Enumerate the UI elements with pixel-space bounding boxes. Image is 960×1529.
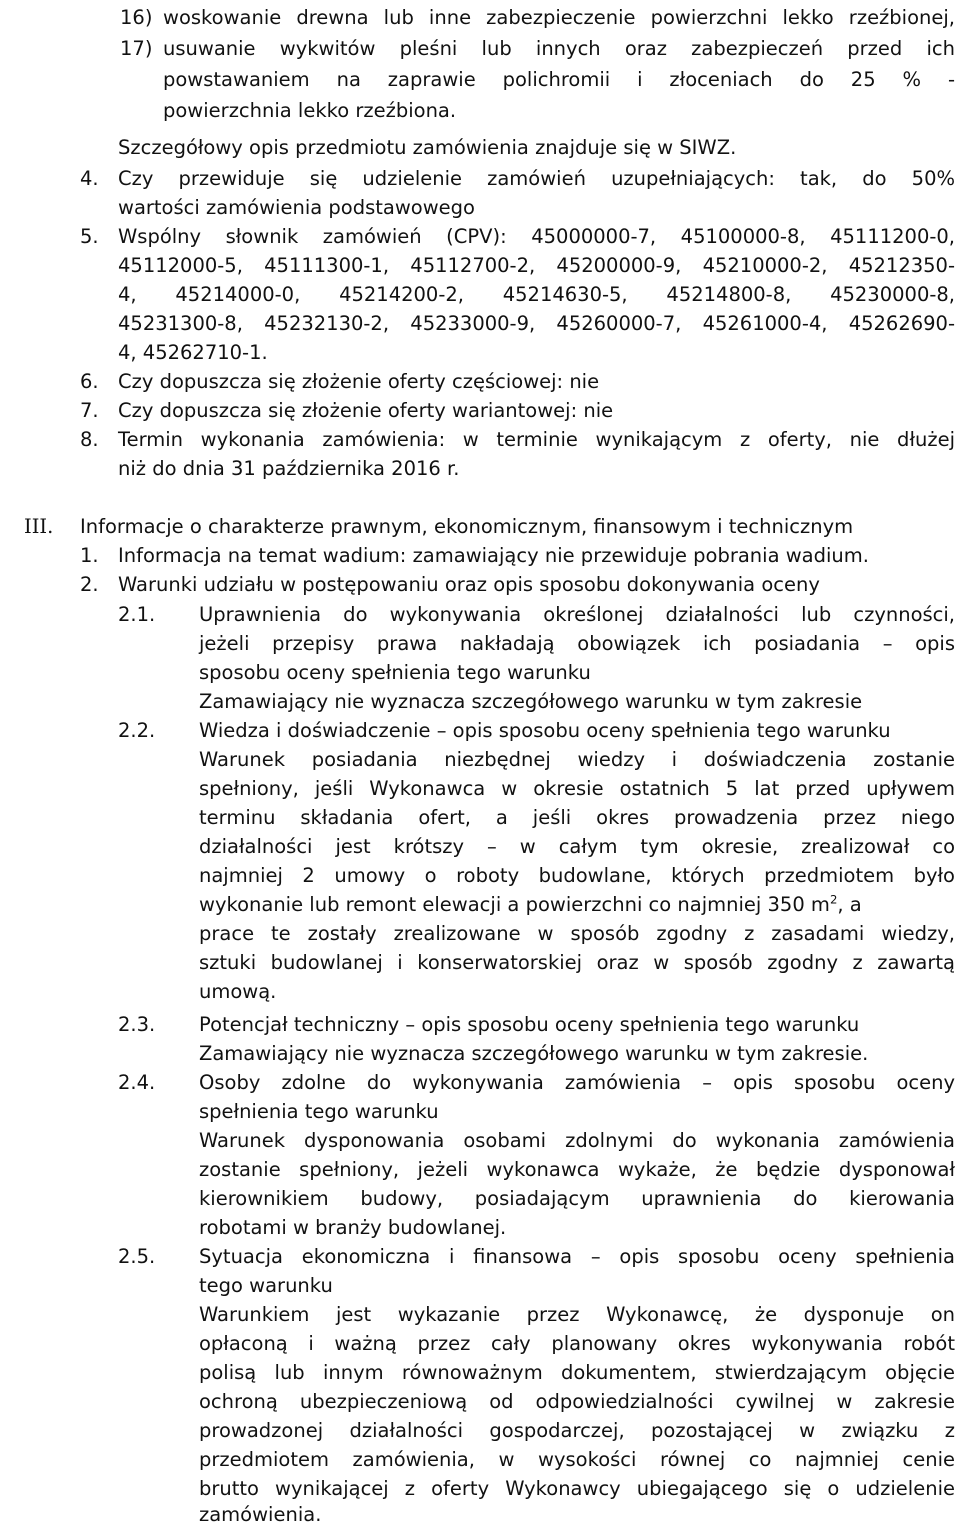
list-number: 16)	[120, 6, 153, 29]
subsection-text: sztuki budowlanej i konserwatorskiej oraz w sposób zgodny z zawartą	[199, 951, 955, 974]
cpv-codes: 45231300-8, 45232130-2, 45233000-9, 45260000-7, 45261000-4, 45262690-	[118, 312, 955, 335]
subsection-number: 2.4.	[118, 1071, 156, 1094]
subsection-text: opłaconą i ważną przez cały planowany okres wykonywania robót	[199, 1332, 955, 1355]
subsection-text: Osoby zdolne do wykonywania zamówienia – opis sposobu oceny	[199, 1071, 955, 1094]
list-item-text: powstawaniem na zaprawie polichromii i złoceniach do 25 % -	[163, 68, 955, 91]
subsection-text: Zamawiający nie wyznacza szczegółowego warunku w tym zakresie.	[199, 1042, 869, 1065]
list-number: 2.	[80, 573, 99, 596]
subsection-text: sposobu oceny spełnienia tego warunku	[199, 661, 591, 684]
subsection-text: ochroną ubezpieczeniową od odpowiedzialności cywilnej w zakresie	[199, 1390, 955, 1413]
subsection-text: zostanie spełniony, jeżeli wykonawca wykaże, że będzie dysponował	[199, 1158, 955, 1181]
subsection-text: polisą lub innym równoważnym dokumentem, stwierdzającym objęcie	[199, 1361, 955, 1384]
list-number: 5.	[80, 225, 99, 248]
list-item-text: niż do dnia 31 października 2016 r.	[118, 457, 460, 480]
subsection-text: tego warunku	[199, 1274, 333, 1297]
subsection-text: terminu składania ofert, a jeśli okres prowadzenia przez niego	[199, 806, 955, 829]
siwz-note: Szczegółowy opis przedmiotu zamówienia znajduje się w SIWZ.	[118, 136, 737, 159]
text-run: wykonanie lub remont elewacji a powierzchni co najmniej 350 m	[199, 893, 830, 916]
list-number: 1.	[80, 544, 99, 567]
list-item-text: Czy dopuszcza się złożenie oferty częściowej: nie	[118, 370, 600, 393]
list-item-text: powierzchnia lekko rzeźbiona.	[163, 99, 457, 122]
list-number: 8.	[80, 428, 99, 451]
cpv-codes: Wspólny słownik zamówień (CPV): 45000000-7, 45100000-8, 45111200-0,	[118, 225, 955, 248]
subsection-text: działalności jest krótszy – w całym tym okresie, zrealizował co	[199, 835, 955, 858]
section-title: Informacje o charakterze prawnym, ekonomicznym, finansowym i technicznym	[80, 515, 854, 538]
list-item-text: Czy dopuszcza się złożenie oferty wariantowej: nie	[118, 399, 614, 422]
subsection-text: zamówienia.	[199, 1503, 322, 1526]
subsection-text: Warunek dysponowania osobami zdolnymi do wykonania zamówienia	[199, 1129, 955, 1152]
subsection-text: prowadzonej działalności gospodarczej, pozostającej w związku z	[199, 1419, 955, 1442]
subsection-number: 2.1.	[118, 603, 156, 626]
subsection-text: prace te zostały zrealizowane w sposób zgodny z zasadami wiedzy,	[199, 922, 955, 945]
list-item-text: Informacja na temat wadium: zamawiający nie przewiduje pobrania wadium.	[118, 544, 869, 567]
list-number: 7.	[80, 399, 99, 422]
list-item-text: wartości zamówienia podstawowego	[118, 196, 475, 219]
text-run: , a	[837, 893, 862, 916]
list-item-text: Czy przewiduje się udzielenie zamówień uzupełniających: tak, do 50%	[118, 167, 955, 190]
subsection-number: 2.3.	[118, 1013, 156, 1036]
cpv-codes: 4, 45214000-0, 45214200-2, 45214630-5, 45214800-8, 45230000-8,	[118, 283, 955, 306]
subsection-text: Warunkiem jest wykazanie przez Wykonawcę, że dysponuje on	[199, 1303, 955, 1326]
list-number: 17)	[120, 37, 153, 60]
subsection-text: Potencjał techniczny – opis sposobu oceny spełnienia tego warunku	[199, 1013, 860, 1036]
subsection-text: najmniej 2 umowy o roboty budowlane, których przedmiotem było	[199, 864, 955, 887]
subsection-text: spełnienia tego warunku	[199, 1100, 439, 1123]
subsection-text: Uprawnienia do wykonywania określonej działalności lub czynności,	[199, 603, 955, 626]
list-number: 4.	[80, 167, 99, 190]
list-item-text: woskowanie drewna lub inne zabezpieczenie powierzchni lekko rzeźbionej,	[163, 6, 955, 29]
subsection-text: spełniony, jeśli Wykonawca w okresie ostatnich 5 lat przed upływem	[199, 777, 955, 800]
cpv-codes: 45112000-5, 45111300-1, 45112700-2, 45200000-9, 45210000-2, 45212350-	[118, 254, 955, 277]
subsection-text: jeżeli przepisy prawa nakładają obowiązek ich posiadania – opis	[199, 632, 955, 655]
subsection-text: brutto wynikającej z oferty Wykonawcy ubiegającego się o udzielenie	[199, 1477, 955, 1500]
subsection-number: 2.2.	[118, 719, 156, 742]
subsection-text: Warunek posiadania niezbędnej wiedzy i doświadczenia zostanie	[199, 748, 955, 771]
subsection-text: przedmiotem zamówienia, w wysokości równej co najmniej cenie	[199, 1448, 955, 1471]
subsection-text: Wiedza i doświadczenie – opis sposobu oceny spełnienia tego warunku	[199, 719, 891, 742]
list-item-text: usuwanie wykwitów pleśni lub innych oraz zabezpieczeń przed ich	[163, 37, 955, 60]
subsection-text	[199, 890, 862, 919]
subsection-text: umową.	[199, 980, 277, 1003]
subsection-text: kierownikiem budowy, posiadającym uprawnienia do kierowania	[199, 1187, 955, 1210]
subsection-text: Sytuacja ekonomiczna i finansowa – opis sposobu oceny spełnienia	[199, 1245, 955, 1268]
subsection-text: robotami w branży budowlanej.	[199, 1216, 507, 1239]
list-number: 6.	[80, 370, 99, 393]
section-number: III.	[24, 515, 54, 538]
superscript: 2	[829, 892, 838, 907]
list-item-text: Warunki udziału w postępowaniu oraz opis sposobu dokonywania oceny	[118, 573, 820, 596]
subsection-number: 2.5.	[118, 1245, 156, 1268]
cpv-codes: 4, 45262710-1.	[118, 341, 268, 364]
list-item-text: Termin wykonania zamówienia: w terminie wynikającym z oferty, nie dłużej	[118, 428, 955, 451]
subsection-text: Zamawiający nie wyznacza szczegółowego warunku w tym zakresie	[199, 690, 863, 713]
